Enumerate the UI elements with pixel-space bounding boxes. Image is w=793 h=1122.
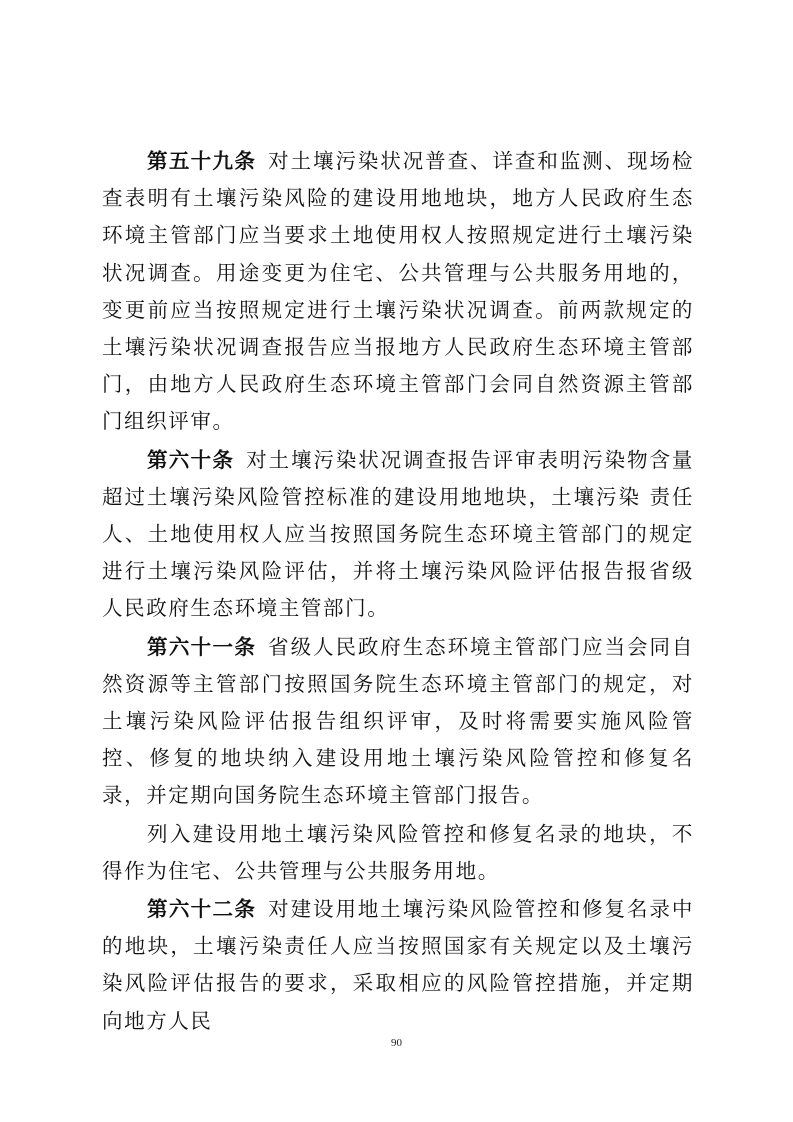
article-number: 第六十二条 — [147, 897, 257, 922]
article-62-paragraph — [102, 891, 694, 1040]
article-61-paragraph — [102, 629, 694, 815]
article-text: 对土壤污染状况普查、详查和监测、现场检查表明有土壤污染风险的建设用地地块，地方人民政府生态环境主管部门应当要求土地使用权人按照规定进行土壤污染状况调查。用途变更为住宅、公共管理与公共服务用地的，变更前应当按照规定进行土壤污染状况调查。前两款规定的土壤污染状况调查报告应当报地方人民政府生态环境主管部门，由地方人民政府生态环境主管部门会同自然资源主管部门组织评审。 — [102, 149, 694, 434]
article-61-second-paragraph — [102, 816, 694, 890]
article-text: 省级人民政府生态环境主管部门应当会同自然资源等主管部门按照国务院生态环境主管部门的规定，对土壤污染风险评估报告组织评审，及时将需要实施风险管控、修复的地块纳入建设用地土壤污染风险管控和修复名录，并定期向国务院生态环境主管部门报告。 — [102, 634, 694, 808]
page-number: 90 — [391, 1037, 402, 1049]
article-number: 第五十九条 — [147, 149, 257, 173]
article-text: 对建设用地土壤污染风险管控和修复名录中的地块，土壤污染责任人应当按照国家有关规定以及土壤污染风险评估报告的要求，采取相应的风险管控措施，并定期向地方人民 — [102, 897, 694, 1033]
article-text: 列入建设用地土壤污染风险管控和修复名录的地块，不得作为住宅、公共管理与公共服务用地。 — [102, 821, 694, 883]
article-text: 对土壤污染状况调查报告评审表明污染物含量超过土壤污染风险管控标准的建设用地地块，土壤污染 责任人、土地使用权人应当按照国务院生态环境主管部门的规定进行土壤污染风险评估，并将土壤污染风险评估报告报省级人民政府生态环境主管部门。 — [102, 447, 694, 621]
article-60-paragraph — [102, 442, 694, 628]
article-number: 第六十一条 — [147, 634, 257, 659]
document-body — [102, 143, 694, 1040]
article-59-paragraph — [102, 143, 694, 441]
article-number: 第六十条 — [147, 447, 235, 472]
